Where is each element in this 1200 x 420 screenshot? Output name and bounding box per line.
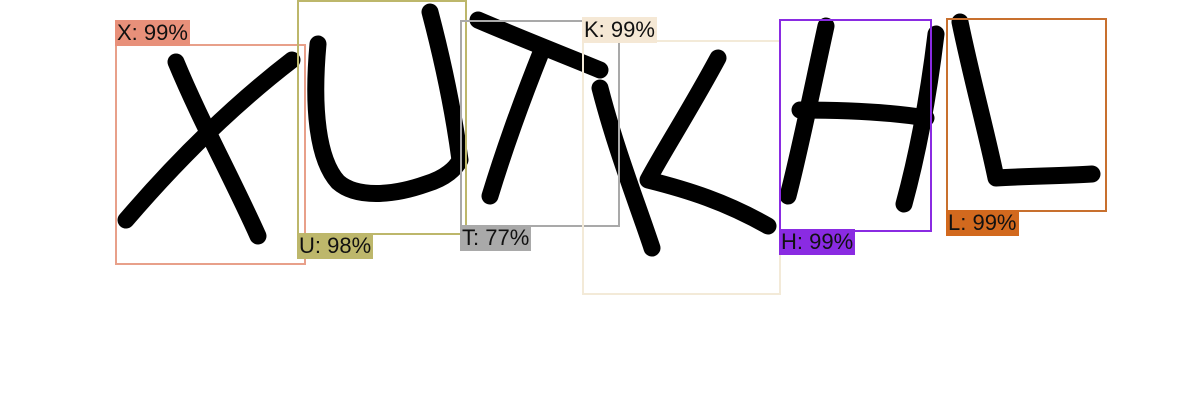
- detection-box-k: [582, 40, 781, 295]
- detection-box-l: [946, 18, 1107, 212]
- detection-box-u: [297, 0, 467, 235]
- detection-label-l: L: 99%: [948, 210, 1017, 235]
- detection-label-u: U: 98%: [299, 233, 372, 258]
- detection-label-k: K: 99%: [584, 17, 655, 42]
- detection-label-x: X: 99%: [117, 20, 188, 45]
- detection-label-t: T: 77%: [462, 225, 530, 250]
- detection-box-x: [115, 44, 306, 265]
- detection-box-h: [779, 19, 932, 232]
- detection-label-h: H: 99%: [781, 229, 854, 254]
